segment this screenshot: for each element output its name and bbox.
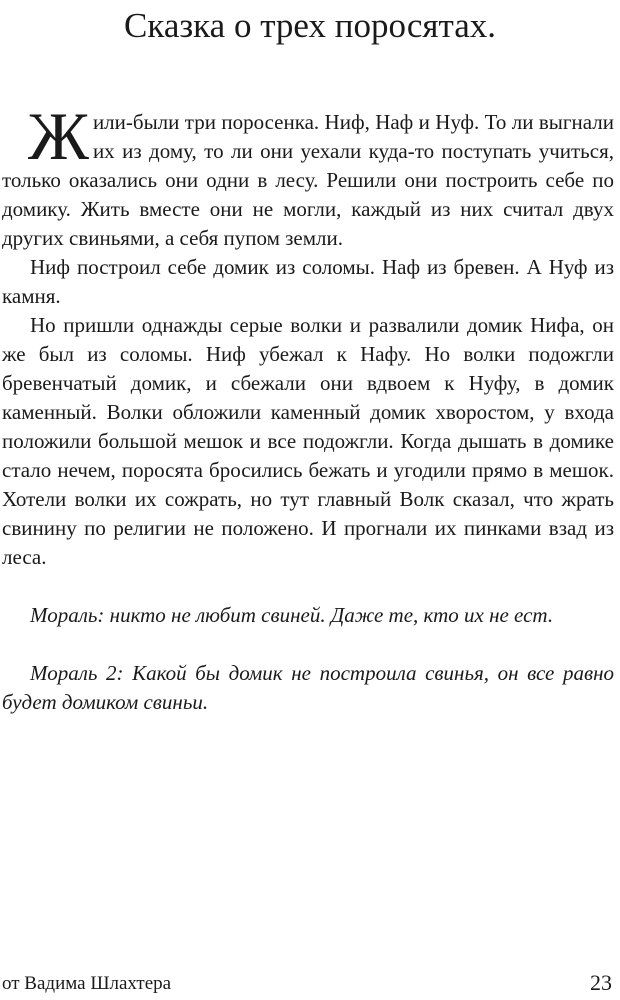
page-number: 23 [590,970,612,995]
drop-cap-letter: Ж [28,98,89,174]
moral-1: Мораль: никто не любит свиней. Даже те, кто их не ест. [30,603,554,627]
paragraph-1 [2,98,614,253]
moral-2: Мораль 2: Какой бы домик не построила свинья, он все равно будет домиком свиньи. [2,661,614,714]
paragraph-2: Ниф построил себе домик из соломы. Наф из бревен. А Нуф из камня. [2,255,614,308]
paragraph-3: Но пришли однажды серые волки и развалили домик Нифа, он же был из соломы. Ниф убежал к Нафу. Но волки подожгли бревенчатый домик, и сбежали они вдвоем к Нуфу, в домик каменный. Волки обложили каменный домик хворостом, у входа положили большой мешок и все подожгли. Когда дышать в домике стало нечем, поросята бросились бежать и угодили прямо в мешок. Хотели волки их сожрать, но тут главный Волк сказал, что жрать свинину по религии не положено. И прогнали их пинками взад из леса. [2,313,614,569]
story-body [2,98,614,717]
footer-author: от Вадима Шлахтера [2,973,172,994]
page-title: Сказка о трех поросятах. [124,6,496,45]
paragraph-1-text: или-были три поросенка. Ниф, Наф и Нуф. То ли выгнали их из дому, то ли они уехали куда-то поступать учиться, только оказались они одни в лесу. Решили они построить себе по домику. Жить вместе они не могли, каждый из них считал двух других свиньями, а себя пупом земли. [2,110,614,250]
